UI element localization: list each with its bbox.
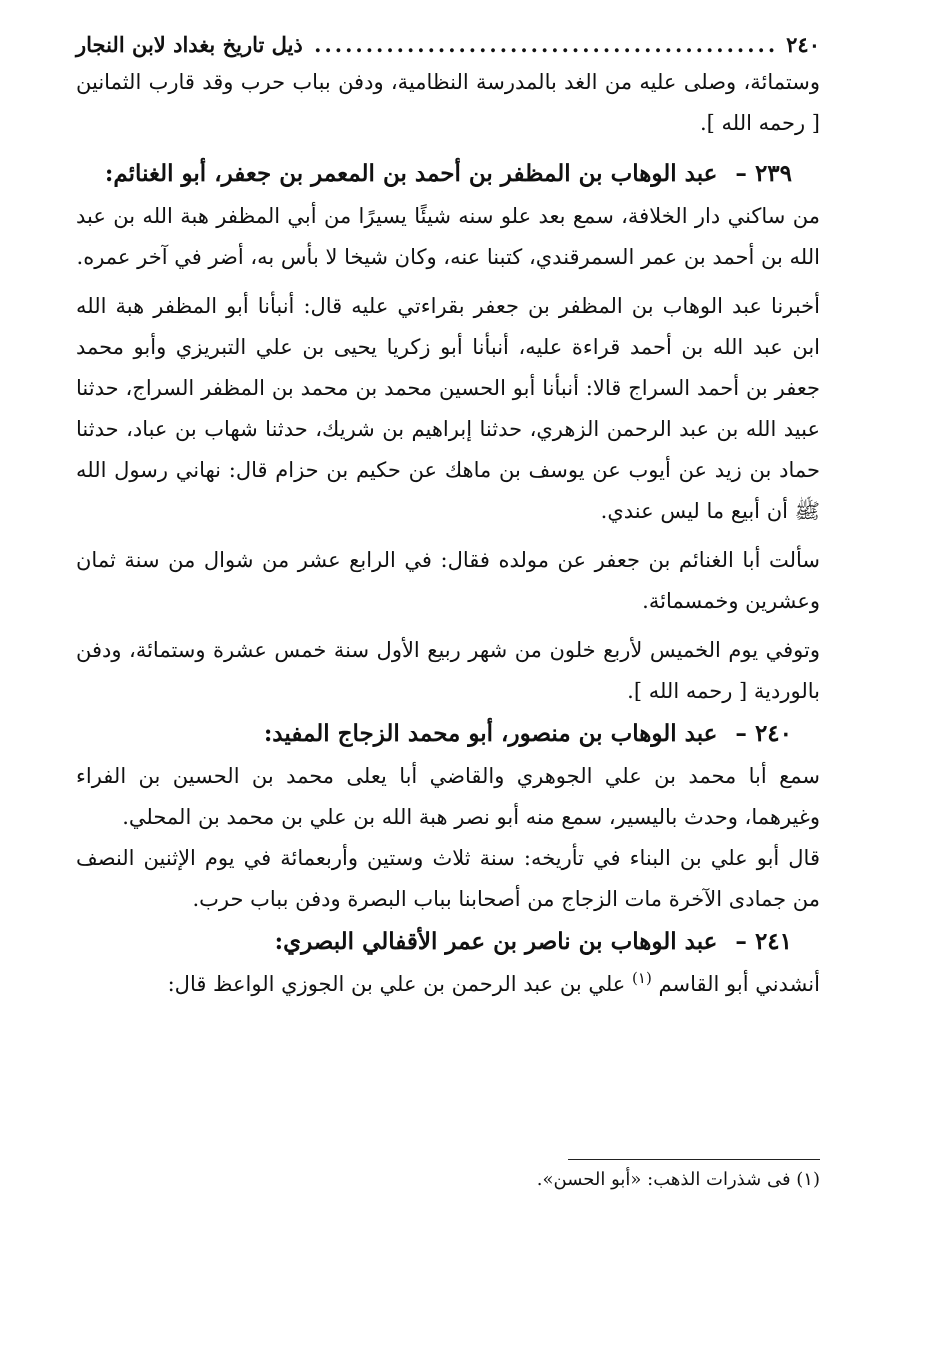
entry-title: عبد الوهاب بن منصور، أبو محمد الزجاج المفيد: bbox=[263, 720, 718, 747]
spacer bbox=[76, 144, 820, 152]
footnote: (١) فى شذرات الذهب: «أبو الحسن». bbox=[536, 1169, 820, 1190]
book-title: ذيل تاريخ بغداد لابن النجار bbox=[76, 32, 303, 57]
paragraph: من ساكني دار الخلافة، سمع بعد علو سنه شيئًا يسيرًا من أبي المظفر هبة الله بن عبد الله بن أحمد بن عمر السمرقندي، كتبنا عنه، وكان شيخا لا بأس به، أضر في آخر عمره. bbox=[76, 204, 820, 269]
entry-title: عبد الوهاب بن ناصر بن عمر الأقفالي البصري: bbox=[274, 928, 718, 955]
footnote-reference: (١) bbox=[632, 969, 652, 987]
footnote-divider bbox=[568, 1159, 820, 1160]
paragraph: وتوفي يوم الخميس لأربع خلون من شهر ربيع الأول سنة خمس عشرة وستمائة، ودفن بالوردية [ رحمه الله ]. bbox=[76, 638, 820, 703]
header-leader-dots bbox=[311, 28, 778, 62]
paragraph-text: علي بن عبد الرحمن بن علي بن الجوزي الواعظ قال: bbox=[167, 972, 626, 996]
running-header bbox=[76, 28, 820, 62]
paragraph: سمع أبا محمد بن علي الجوهري والقاضي أبا يعلى محمد بن الحسين بن الفراء وغيرهما، وحدث باليسير، سمع منه أبو نصر هبة الله بن علي بن محمد بن المحلي. bbox=[76, 764, 820, 829]
entry-title: عبد الوهاب بن المظفر بن أحمد بن المعمر بن جعفر، أبو الغنائم: bbox=[104, 160, 718, 187]
spacer bbox=[76, 278, 820, 286]
entry-number: ٢٣٩ – bbox=[735, 160, 792, 187]
paragraph: قال أبو علي بن البناء في تأريخه: سنة ثلاث وستين وأربعمائة في يوم الإثنين النصف من جمادى الآخرة مات الزجاج من أصحابنا بباب البصرة ودفن بباب حرب. bbox=[76, 846, 820, 911]
spacer bbox=[76, 622, 820, 630]
entry-number: ٢٤٠ – bbox=[735, 720, 792, 747]
paragraph bbox=[76, 964, 820, 1005]
entry-heading-239 bbox=[76, 152, 820, 196]
page-number: ٢٤٠ bbox=[786, 32, 820, 57]
entry-heading-240 bbox=[76, 712, 820, 756]
paragraph: أخبرنا عبد الوهاب بن المظفر بن جعفر بقراءتي عليه قال: أنبأنا أبو المظفر هبة الله ابن عبد الله بن أحمد قراءة عليه، أنبأنا أبو زكريا يحيى بن علي التبريزي وأبو محمد جعفر بن أحمد السراج قالا: أنبأنا أبو الحسين محمد بن محمد بن المظفر السراج، حدثنا عبيد الله بن عبد الرحمن الزهري، حدثنا إبراهيم بن شريك، حدثنا شهاب بن عباد، حدثنا حماد بن زيد عن أيوب عن يوسف بن ماهك عن حكيم بن حزام قال: نهاني رسول الله ﷺ أن أبيع ما ليس عندي. bbox=[76, 294, 820, 523]
entry-heading-241 bbox=[76, 920, 820, 964]
paragraph-text: أنشدني أبو القاسم bbox=[658, 972, 820, 996]
spacer bbox=[76, 532, 820, 540]
paragraph-intro: وستمائة، وصلى عليه من الغد بالمدرسة النظامية، ودفن بباب حرب وقد قارب الثمانين [ رحمه الله ]. bbox=[76, 70, 820, 135]
paragraph: سألت أبا الغنائم بن جعفر عن مولده فقال: في الرابع عشر من شوال من سنة ثمان وعشرين وخمسمائة. bbox=[76, 548, 820, 613]
entry-number: ٢٤١ – bbox=[735, 928, 792, 955]
